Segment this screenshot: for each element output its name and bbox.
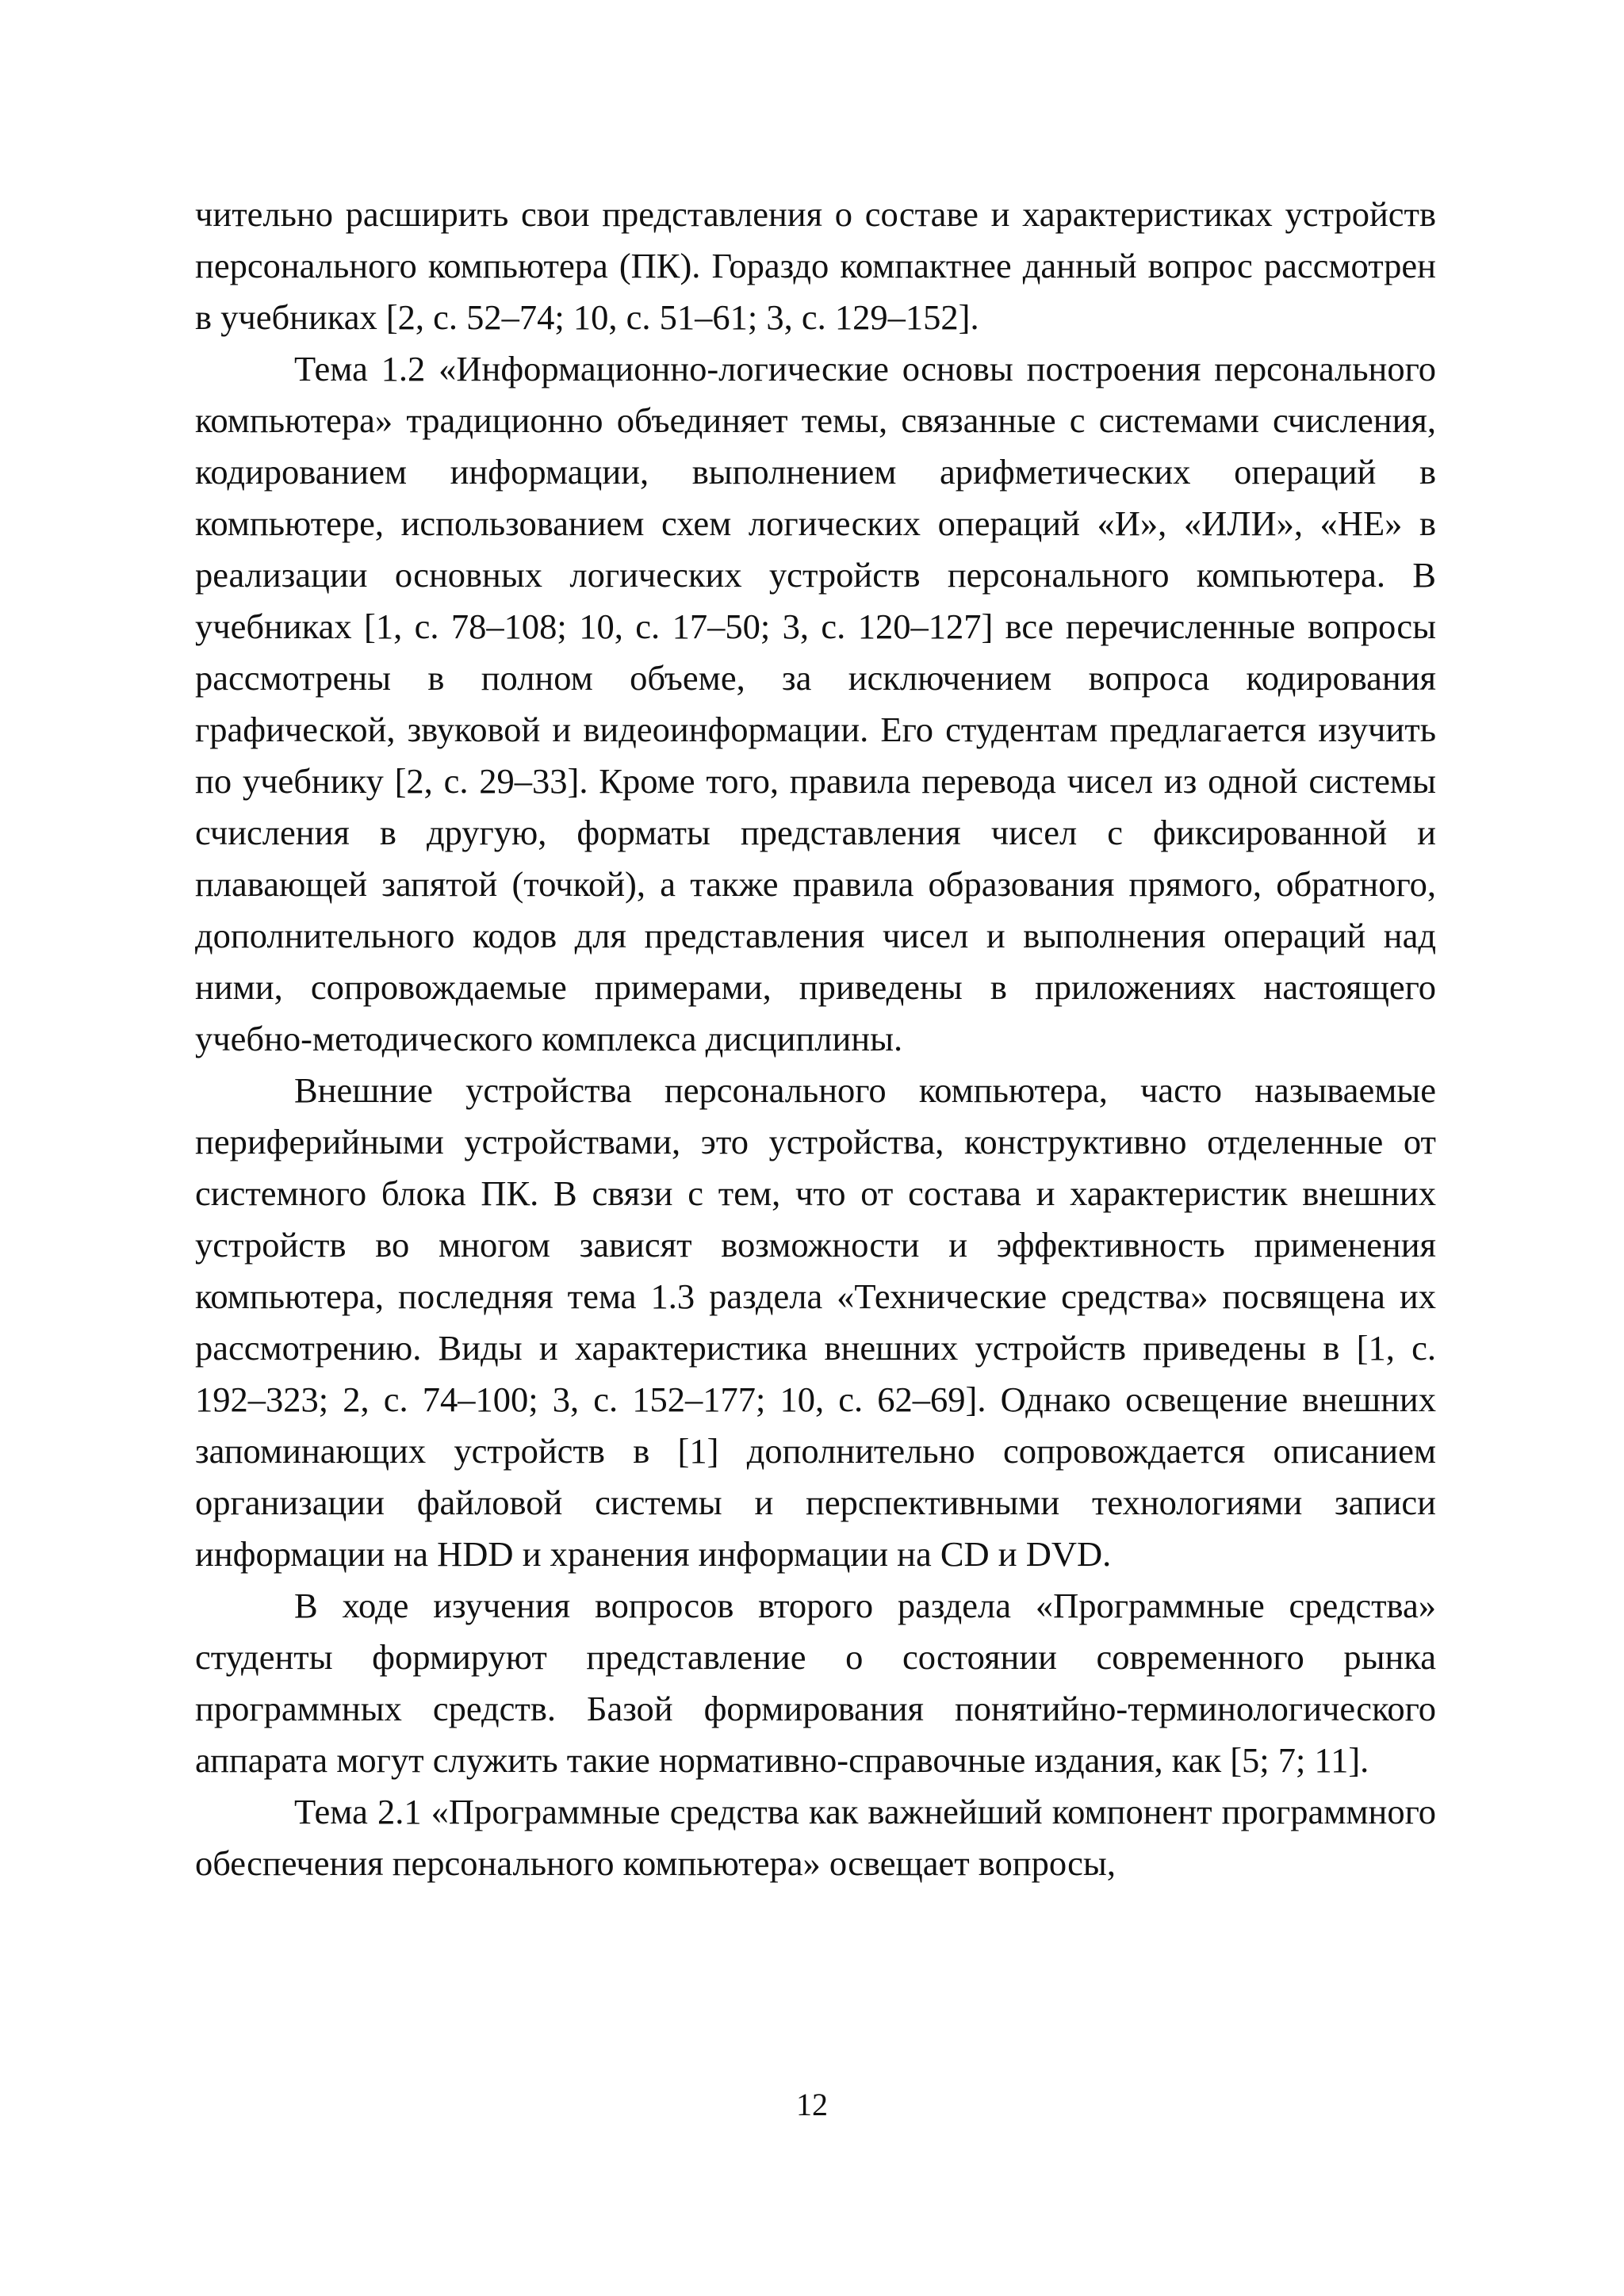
paragraph-topic-1-2: Тема 1.2 «Информационно-логические основы построения персонального компьютера» традиционно объединяет темы, связанные с системами счисления, кодированием информации, выполнением арифметических операций в компьютере, использованием схем логических операций «И», «ИЛИ», «НЕ» в реализации основных логических устройств персонального компьютера. В учебниках [1, с. 78–108; 10, с. 17–50; 3, с. 120–127] все перечисленные вопросы рассмотрены в полном объеме, за исключением вопроса кодирования графической, звуковой и видеоинформации. Его студентам предлагается изучить по учебнику [2, с. 29–33]. Кроме того, правила перевода чисел из одной системы счисления в другую, форматы представления чисел с фиксированной и плавающей запятой (точкой), а также правила образования прямого, обратного, дополнительного кодов для представления чисел и выполнения операций над ними, сопровождаемые примерами, приведены в приложениях настоящего учебно-методического комплекса дисциплины. bbox=[195, 349, 1436, 1058]
paragraph-external-devices: Внешние устройства персонального компьютера, часто называемые периферийными устройствами, это устройства, конструктивно отделенные от системного блока ПК. В связи с тем, что от состава и характеристик внешних устройств во многом зависят возможности и эффективность применения компьютера, последняя тема 1.3 раздела «Технические средства» посвящена их рассмотрению. Виды и характеристика внешних устройств приведены в [1, с. 192–323; 2, с. 74–100; 3, с. 152–177; 10, с. 62–69]. Однако освещение внешних запоминающих устройств в [1] дополнительно сопровождается описанием организации файловой системы и перспективными технологиями записи информации на HDD и хранения информации на CD и DVD. bbox=[195, 1070, 1436, 1574]
paragraph-topic-2-1: Тема 2.1 «Программные средства как важнейший компонент программного обеспечения персонального компьютера» освещает вопросы, bbox=[195, 1792, 1436, 1883]
page-body bbox=[195, 189, 1436, 1889]
paragraph-continuation: чительно расширить свои представления о составе и характеристиках устройств персонального компьютера (ПК). Гораздо компактнее данный вопрос рассмотрен в учебниках [2, с. 52–74; 10, с. 51–61; 3, с. 129–152]. bbox=[195, 194, 1436, 337]
page-number: 12 bbox=[796, 2087, 828, 2122]
paragraph-software-section: В ходе изучения вопросов второго раздела «Программные средства» студенты формируют представление о состоянии современного рынка программных средств. Базой формирования понятийно-терминологического аппарата могут служить такие нормативно-справочные издания, как [5; 7; 11]. bbox=[195, 1586, 1436, 1780]
